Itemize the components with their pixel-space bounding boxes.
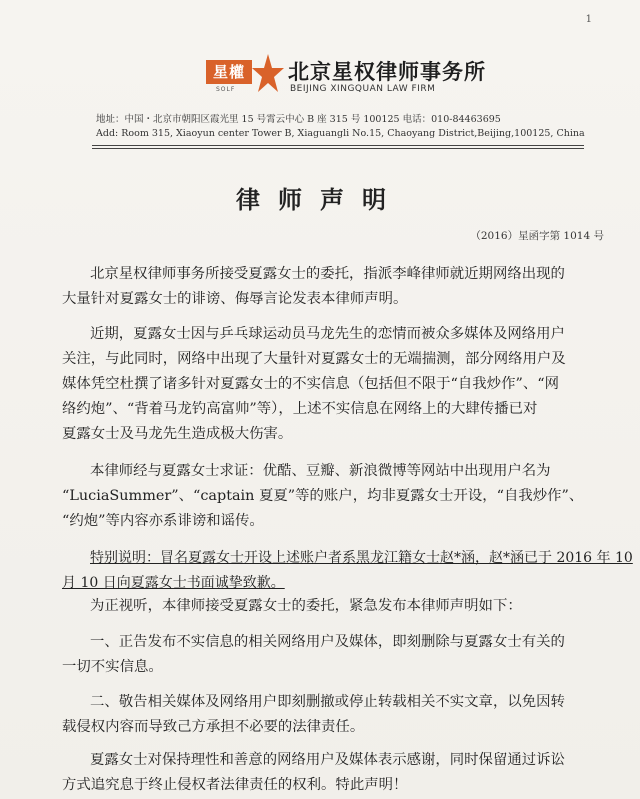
paragraph-declaration-intro: 为正视听，本律师接受夏露女士的委托，紧急发布本律师声明如下： xyxy=(90,598,522,614)
firm-logo: 星權 xyxy=(206,60,252,84)
address-cn: 地址：中国・北京市朝阳区霞光里 15 号霄云中心 B 座 315 号 100125 电话：010-84463695 xyxy=(96,114,501,125)
address-en: Add: Room 315, Xiaoyun center Tower B, Xiaguangli No.15, Chaoyang District,Beijing,100125, China xyxy=(96,128,585,139)
special-note: 特别说明：冒名夏露女士开设上述账户者系黑龙江籍女士赵*涵，赵*涵已于 2016 年 10 月 10 日向夏露女士书面诚挚致歉。 xyxy=(62,550,633,591)
paragraph-closing: 夏露女士对保持理性和善意的网络用户及媒体表示感谢，同时保留通过诉讼 方式追究息于终止侵权者法律责任的权利。特此声明！ xyxy=(62,752,565,793)
document-title: 律师声明 xyxy=(236,186,404,214)
star-icon xyxy=(248,52,284,96)
paragraph-item-2: 二、敬告相关媒体及网络用户即刻删撤或停止转载相关不实文章，以免因转 载侵权内容而导致己方承担不必要的法律责任。 xyxy=(62,694,565,735)
reference-number: （2016）星函字第 1014 号 xyxy=(470,230,604,242)
header-divider xyxy=(92,145,584,146)
letterhead xyxy=(206,52,496,96)
logo-subtext: SOLF xyxy=(216,86,236,93)
paragraph-verification: 本律师经与夏露女士求证：优酷、豆瓣、新浪微博等网站中出现用户名为 “LuciaSummer”、“captain 夏夏”等的账户，均非夏露女士开设，“自我炒作”、 “约炮”等内容亦系诽谤和谣传。 xyxy=(62,463,584,529)
firm-name-cn: 北京星权律师事务所 xyxy=(288,60,486,84)
page-number: 1 xyxy=(585,14,592,25)
paragraph-background: 近期，夏露女士因与乒乓球运动员马龙先生的恋情而被众多媒体及网络用户 关注，与此同时，网络中出现了大量针对夏露女士的无端揣测，部分网络用户及 媒体凭空杜撰了诸多针对夏露女士的不实信息（包括但不限于“自我炒作”、“网 络约炮”、“背着马龙钓高富帅”等），上述不实信息在网络上的大肆传播已对 夏露女士及马龙先生造成极大伤害。 xyxy=(62,326,566,442)
header-divider xyxy=(92,148,584,149)
firm-name-en: BEIJING XINGQUAN LAW FIRM xyxy=(290,84,436,94)
paragraph-intro: 北京星权律师事务所接受夏露女士的委托，指派李峰律师就近期网络出现的 大量针对夏露女士的诽谤、侮辱言论发表本律师声明。 xyxy=(62,266,565,307)
paragraph-item-1: 一、正告发布不实信息的相关网络用户及媒体，即刻删除与夏露女士有关的 一切不实信息。 xyxy=(62,634,565,675)
